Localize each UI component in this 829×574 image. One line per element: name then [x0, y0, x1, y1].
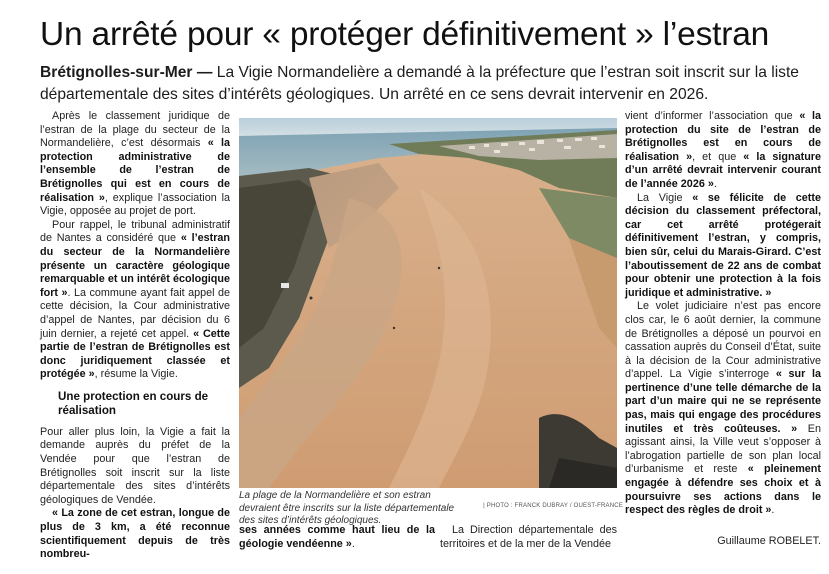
- quote: « pleinement engagée à défendre ses choix et à poursuivre ses actions dans le respect des règles de droit »: [625, 463, 821, 517]
- text-run: .: [771, 504, 775, 517]
- article-headline: Un arrêté pour « protéger définitivement » l’estran: [40, 16, 770, 53]
- column-middle-bottom-2: La Direction départementale des territoires et de la mer de la Vendée: [440, 524, 617, 550]
- quote: « la protection du site de l’estran de Brétignolles est en cours de réalisation »: [625, 110, 821, 163]
- subheading: Une protection en cours de réalisation: [58, 389, 209, 417]
- quote: « La zone de cet estran, longue de plus de 3 km, a été reconnue scientifiquement depuis de très nombreu-: [40, 507, 230, 561]
- lead-place: Brétignolles-sur-Mer —: [40, 64, 213, 81]
- text-run: , explique l’association la Vigie, opposée au projet de port.: [40, 191, 231, 218]
- quote: « se félicite de cette décision du classement préfectoral, car cet arrêté protégerait définitivement l’estran, y compris, bien sûr, celui du Marais-Girard. C’est l’aboutissement de 22 ans de combat pour obtenir une protection à la fois juridique et administrative. »: [625, 191, 821, 299]
- quote: ses années comme haut lieu de la géologie vendéenne »: [239, 524, 435, 550]
- text-run: Le volet judiciaire n’est pas encore clos car, le 6 août dernier, la commune de Brétignolles a déposé un pourvoi en cassation auprès du Conseil d’État, suite à la décision de la Cour administrative d’appel. La Vigie s’interroge: [625, 300, 821, 381]
- text-run: La Vigie: [637, 191, 693, 204]
- photo-caption: La plage de la Normandelière et son estran devraient être inscrits sur la liste départementale des sites d’intérêts géologiques.: [239, 490, 455, 526]
- text-run: En agissant ainsi, la Ville veut s’opposer à l’abrogation partielle de son plan local d’urbanisme et reste: [625, 422, 821, 476]
- quote: « sur la pertinence d’une telle démarche de la part d’un maire qui ne se représente pas, mais qui engage des procédures inutiles et très coûteuses. »: [625, 368, 821, 435]
- quote: « Cette partie de l’estran de Brétignolles est donc juridiquement classée et protégée »: [40, 327, 230, 381]
- photo-credit: | PHOTO : FRANCK DUBRAY / OUEST-FRANCE: [483, 503, 623, 509]
- quote: « la protection administrative de l’ensemble de l’estran de Brétignolles qui est en cours de réalisation »: [40, 137, 230, 204]
- paragraph: [625, 110, 821, 192]
- paragraph: [625, 300, 821, 518]
- paragraph: [40, 110, 230, 219]
- lead-text: La Vigie Normandelière a demandé à la préfecture que l’estran soit inscrit sur la liste départementale des sites d’intérêts géologiques. Un arrêté en ce sens devrait intervenir en 2026.: [40, 64, 799, 103]
- paragraph: [40, 219, 230, 382]
- quote: « la signature d’un arrêté devrait intervenir courant de l’année 2026 »: [625, 150, 822, 190]
- text-run: .: [713, 177, 717, 190]
- text-run: Après le classement juridique de l’estran de la plage du secteur de la Normandelière, c’est désormais: [40, 110, 230, 150]
- beach-photo: [239, 118, 617, 488]
- text-run: .: [351, 537, 355, 550]
- column-left: [40, 110, 230, 562]
- paragraph: [625, 192, 821, 301]
- author-signature: Guillaume ROBELET.: [717, 535, 821, 547]
- text-run: . La commune ayant fait appel de cette décision, la Cour administrative d’appel de Nantes, par décision du 6 juin dernier, a rejeté cet appel.: [40, 286, 231, 340]
- quote: « l’estran du secteur de la Normandelière présente un caractère géologique remarquable et un intérêt écologique fort »: [40, 232, 230, 299]
- paragraph: Pour aller plus loin, la Vigie a fait la demande auprès du préfet de la Vendée pour que l’estran de Brétignolles soit inscrit sur la liste départementale des sites d’intérêts géologiques de Vendée.: [40, 425, 230, 506]
- text-run: vient d’informer l’association que: [625, 110, 800, 122]
- paragraph: [40, 507, 230, 561]
- text-run: , et que: [692, 150, 744, 163]
- column-right: [625, 110, 821, 518]
- article-lead: [40, 62, 800, 106]
- column-middle-bottom-1: [239, 524, 435, 551]
- text-run: Pour rappel, le tribunal administratif de Nantes a considéré que: [40, 218, 230, 245]
- text-run: , résume la Vigie.: [94, 368, 178, 381]
